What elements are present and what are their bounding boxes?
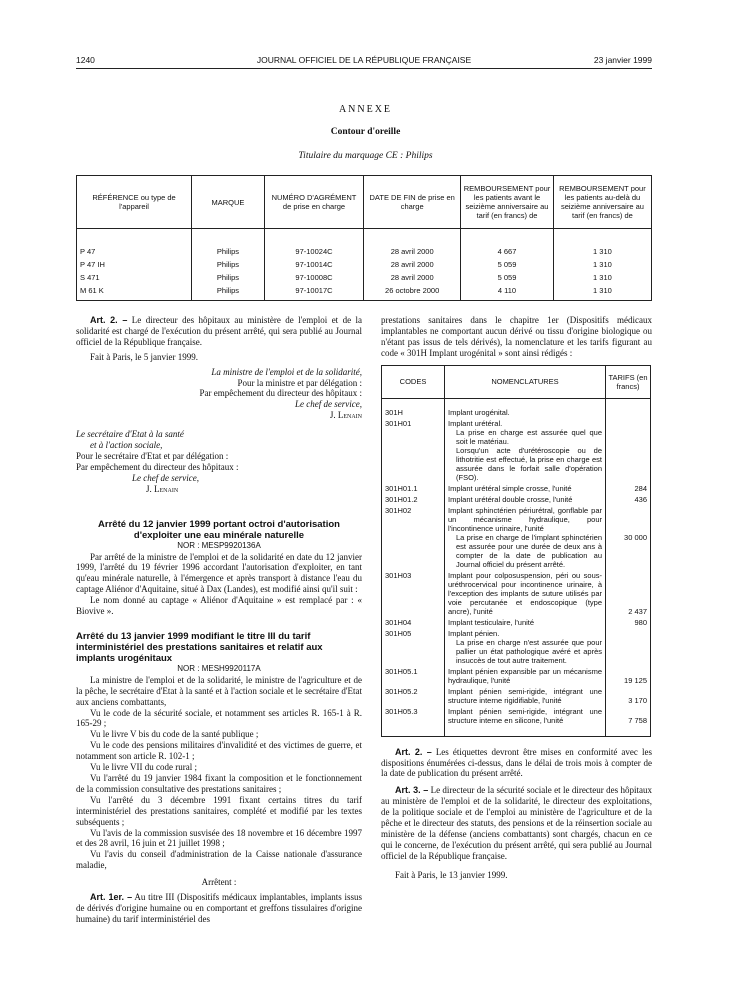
col-header-agrement: NUMÉRO D'AGRÉMENT de prise en charge (264, 176, 363, 229)
cell-nomenclature: Implant pénien expansible par un mécanisme hydraulique, l'unité (448, 666, 602, 685)
cell-nomenclature-note: La prise en charge est assurée quel que soit le matériau. (456, 427, 602, 446)
cell-remb-avant: 5 059 (461, 258, 554, 271)
art2-lead: Art. 2. – (90, 315, 128, 325)
cell-nomenclature: Implant urétéral simple crosse, l'unité (448, 483, 572, 493)
art2-implants-text: Les étiquettes devront être mises en conformité avec les dispositions énumérées ci-dessus, dans le délai de trois mois à compter de la date de publication du présent arrêté. (381, 746, 652, 779)
visa-paragraph: La ministre de l'emploi et de la solidarité, le ministre de l'agriculture et de la pêche, le secrétaire d'Etat à la santé et à l'action sociale et le secrétaire d'Etat aux anciens combattants, (76, 674, 362, 707)
art1-lead: Art. 1er. – (90, 892, 133, 903)
visa-paragraph: Vu l'avis de la commission susvisée des 18 novembre et 16 décembre 1997 et des 28 avril, 16 juin et 21 juillet 1998 ; (76, 827, 362, 849)
signature-name-2: J. Lenain (146, 483, 179, 494)
annexe-title: ANNEXE (338, 104, 393, 115)
cell-code: 301H05.1 (382, 666, 445, 686)
cell-code: 301H05.3 (382, 706, 445, 726)
cell-reference: S 471 (77, 271, 192, 284)
signature-chef-service: Le chef de service, (295, 399, 362, 410)
cell-agrement: 97-10017C (264, 284, 363, 301)
cell-code: 301H02 (382, 505, 445, 570)
left-column (76, 315, 362, 925)
cell-tarif: 3 170 (606, 686, 651, 706)
journal-title: JOURNAL OFFICIEL DE LA RÉPUBLIQUE FRANÇAISE (256, 55, 472, 65)
right-intro: prestations sanitaires dans le chapitre 1er (Dispositifs médicaux implantables ne comportant aucun dérivé ou tissu d'origine biologique ou n'étant pas issus de tels dérivés), la nomenclature et les tarifs figurant au code « 301H Implant urogénital » sont ainsi rédigés : (381, 315, 652, 358)
cell-code: 301H05 (382, 628, 445, 666)
visa-paragraph: Vu l'avis du conseil d'administration de la Caisse nationale d'assurance maladie, (76, 849, 362, 871)
cell-code: 301H05.2 (382, 686, 445, 706)
table-row (382, 570, 651, 617)
cell-tarif (606, 407, 651, 418)
table-row (382, 494, 651, 505)
cell-reference: P 47 IH (77, 258, 192, 271)
cell-reference: M 61 K (77, 284, 192, 301)
arrete-implants-title: Arrêté du 13 janvier 1999 modifiant le titre III du tarif interministériel des prestations sanitaires et relatif aux implants urogénitaux (76, 630, 323, 664)
visa-paragraph: Vu le code de la sécurité sociale, et notamment ses articles R. 165-1 à R. 165-29 ; (76, 707, 362, 729)
signature-name: J. Lenain (329, 410, 362, 421)
annexe-subtitle: Contour d'oreille (330, 127, 401, 137)
col-header-reference: RÉFÉRENCE ou type de l'appareil (77, 176, 192, 229)
arrete-eau-minerale-title: Arrêté du 12 janvier 1999 portant octroi d'autorisation d'exploiter une eau minérale naturelle (98, 518, 340, 541)
cell-code: 301H (382, 407, 445, 418)
signature-secretaire: Le secrétaire d'Etat à la santé (76, 429, 184, 440)
cell-date-fin: 28 avril 2000 (364, 245, 461, 258)
signature-chef-service-2: Le chef de service, (132, 472, 199, 483)
art2-implants-lead: Art. 2. – (395, 746, 432, 757)
art1-paragraph (76, 892, 362, 925)
table-row (382, 505, 651, 570)
cell-tarif: 284 (606, 483, 651, 494)
table-row (382, 483, 651, 494)
arrete-eau-minerale-p1: Par arrêté de la ministre de l'emploi et de la solidarité en date du 12 janvier 1999, l'arrêté du 19 février 1996 accordant l'autorisation d'exploiter, en tant qu'eau minérale naturelle, à l'émergence et après transport à distance l'eau du captage Aliénor d'Aquitaine, situé à Dax (Landes), est modifié ainsi qu'il suit : (76, 551, 362, 595)
cell-marque: Philips (192, 271, 265, 284)
page-number: 1240 (76, 55, 95, 65)
cell-marque: Philips (192, 284, 265, 301)
art3-paragraph (381, 785, 652, 861)
signature-empechement: Par empêchement du directeur des hôpitaux : (199, 388, 362, 399)
cell-tarif (606, 418, 651, 483)
table-row (382, 418, 651, 483)
cell-nomenclature: Implant testiculaire, l'unité (448, 617, 535, 627)
art2-paragraph (76, 315, 362, 348)
arretent: Arrêtent : (201, 877, 237, 888)
col-header-marque: MARQUE (192, 176, 265, 229)
cell-code: 301H01 (382, 418, 445, 483)
cell-remb-apres: 1 310 (553, 284, 651, 301)
col-header-tarifs: TARIFS (en francs) (606, 365, 651, 398)
cell-remb-apres: 1 310 (553, 271, 651, 284)
cell-marque: Philips (192, 245, 265, 258)
issue-date: 23 janvier 1999 (593, 55, 652, 65)
signature-empechement-2: Par empêchement du directeur des hôpitaux : (76, 461, 239, 472)
device-table-header (77, 176, 652, 229)
cell-nomenclature: Implant pénien semi-rigide, intégrant une structure interne en silicone, l'unité (448, 706, 602, 725)
cell-agrement: 97-10014C (264, 258, 363, 271)
arrete-eau-minerale-nor: NOR : MESP9920136A (177, 540, 261, 550)
cell-marque: Philips (192, 258, 265, 271)
art1-text: Au titre III (Dispositifs médicaux implantables, implants issus de dérivés d'origine humaine ou en comportant et greffons tissulaires d'origine humaine) du tarif interministériel des (76, 892, 362, 924)
art2-implants-paragraph (381, 747, 652, 780)
cell-agrement: 97-10024C (264, 245, 363, 258)
annexe-titulaire: Titulaire du marquage CE : Philips (298, 151, 433, 161)
table-row (77, 245, 652, 258)
signature-delegation-2: Pour le secrétaire d'Etat et par délégation : (76, 450, 229, 461)
cell-tarif (606, 628, 651, 666)
table-row (382, 706, 651, 726)
fait-a-paris-2: Fait à Paris, le 13 janvier 1999. (395, 869, 508, 880)
visa-paragraph: Vu l'arrêté du 3 décembre 1991 fixant certains titres du tarif interministériel des prestations sanitaires, complété et modifié par les textes subséquents ; (76, 794, 362, 827)
cell-date-fin: 28 avril 2000 (364, 258, 461, 271)
col-header-remb-avant: REMBOURSEMENT pour les patients avant le seizième anniversaire au tarif (en francs) de (461, 176, 554, 229)
art3-lead: Art. 3. – (395, 785, 429, 796)
cell-remb-apres: 1 310 (553, 258, 651, 271)
signature-secretaire-2: et à l'action sociale, (90, 440, 163, 451)
cell-remb-avant: 5 059 (461, 271, 554, 284)
fait-a-paris-1: Fait à Paris, le 5 janvier 1999. (90, 351, 198, 362)
cell-tarif: 30 000 (606, 505, 651, 570)
table-row (77, 284, 652, 301)
cell-nomenclature-note: La prise en charge n'est assurée que pour pallier un état pathologique avéré et après insuccès de tout autre traitement. (456, 637, 602, 665)
signature-delegation: Pour la ministre et par délégation : (237, 377, 362, 388)
cell-nomenclature: Implant urétéral double crosse, l'unité (448, 494, 573, 504)
cell-tarif: 436 (606, 494, 651, 505)
cell-remb-apres: 1 310 (553, 245, 651, 258)
cell-nomenclature: Implant urétéral. (448, 418, 503, 428)
cell-code: 301H01.1 (382, 483, 445, 494)
table-row (77, 271, 652, 284)
table-row (382, 686, 651, 706)
cell-nomenclature: Implant pénien semi-rigide, intégrant une structure interne rigidifiable, l'unité (448, 686, 602, 705)
arrete-eau-minerale-p2: Le nom donné au captage « Aliénor d'Aquitaine » est remplacé par : « Biovive ». (76, 595, 362, 617)
col-header-codes: CODES (382, 365, 445, 398)
visa-paragraph: Vu l'arrêté du 19 janvier 1984 fixant la composition et le fonctionnement de la commission consultative des prestations sanitaires ; (76, 773, 362, 794)
cell-code: 301H01.2 (382, 494, 445, 505)
art3-text: Le directeur de la sécurité sociale et le directeur des hôpitaux au ministère de l'emploi et de la solidarité, le directeur des exploitations, de la politique sociale et de l'emploi au ministère de l'agriculture et de la pêche et le directeur des statuts, des pensions et de la réinsertion sociale au ministère de la défense (anciens combattants) sont chargés, chacun en ce qui le concerne, de l'exécution du présent arrêté, qui sera publié au Journal officiel de la République française. (381, 785, 652, 861)
table-row (77, 258, 652, 271)
cell-nomenclature: Implant pour colposuspension, péri ou sous-uréthrocervical pour incontinence urinaire, à l'exception des implants de suture utilisés par voie percutanée et endoscopique (type ancre), l'unité (448, 570, 602, 616)
cell-nomenclature: Implant urogénital. (448, 407, 510, 417)
col-header-remb-apres: REMBOURSEMENT pour les patients au-delà du seizième anniversaire au tarif (en francs) de (553, 176, 651, 229)
cell-tarif: 19 125 (606, 666, 651, 686)
cell-code: 301H03 (382, 570, 445, 617)
implants-table-header (382, 365, 651, 398)
cell-remb-avant: 4 110 (461, 284, 554, 301)
cell-agrement: 97-10008C (264, 271, 363, 284)
cell-date-fin: 26 octobre 2000 (364, 284, 461, 301)
table-row (382, 666, 651, 686)
table-row (382, 617, 651, 628)
implants-table (381, 365, 651, 737)
cell-nomenclature: Implant sphinctérien périurétral, gonflable par un mécanisme hydraulique, pour l'incontinence urinaire, l'unité (448, 505, 602, 533)
cell-nomenclature: Implant pénien. (448, 628, 500, 638)
arrete-implants-nor: NOR : MESH9920117A (177, 663, 261, 673)
col-header-date-fin: DATE DE FIN de prise en charge (364, 176, 461, 229)
table-row (382, 407, 651, 418)
cell-date-fin: 28 avril 2000 (364, 271, 461, 284)
header-rule (76, 68, 652, 69)
visa-paragraph: Vu le code des pensions militaires d'invalidité et des victimes de guerre, et notamment son article R. 102-1 ; (76, 740, 362, 762)
cell-reference: P 47 (77, 245, 192, 258)
cell-remb-avant: 4 667 (461, 245, 554, 258)
right-column (381, 315, 652, 881)
table-row (382, 628, 651, 666)
cell-tarif: 2 437 (606, 570, 651, 617)
signature-ministre: La ministre de l'emploi et de la solidarité, (211, 366, 362, 377)
cell-code: 301H04 (382, 617, 445, 628)
cell-nomenclature-note: La prise en charge de l'implant sphinctérien est assurée pour une durée de deux ans à compter de la date de publication au Journal officiel du présent arrêté. (456, 532, 602, 569)
device-table (76, 175, 652, 301)
visa-paragraph: Vu le livre VII du code rural ; (90, 762, 198, 773)
col-header-nomenclatures: NOMENCLATURES (445, 365, 606, 398)
cell-tarif: 980 (606, 617, 651, 628)
art2-text: Le directeur des hôpitaux au ministère de l'emploi et de la solidarité est chargé de l'exécution du présent arrêté, qui sera publié au Journal officiel de la République française. (76, 315, 363, 347)
cell-nomenclature-note: Lorsqu'un acte d'urétéroscopie ou de lithotritie est effectué, la prise en charge est assurée dans le forfait salle d'opération (FSO). (456, 445, 602, 482)
visa-paragraph: Vu le livre V bis du code de la santé publique ; (90, 729, 259, 740)
cell-tarif: 7 758 (606, 706, 651, 726)
